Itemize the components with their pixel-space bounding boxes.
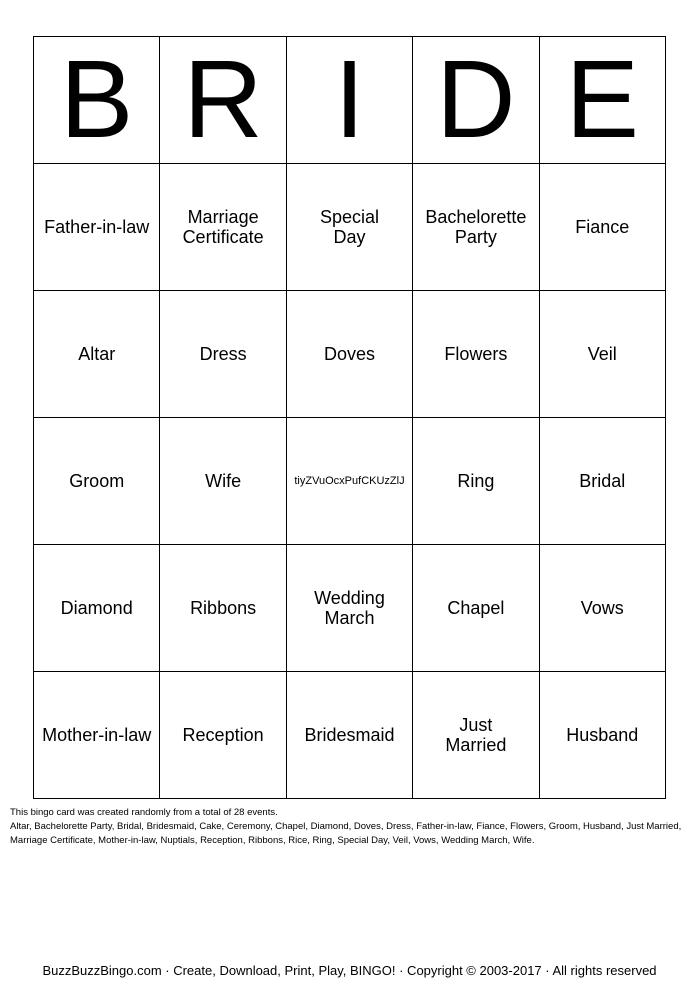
bingo-cell <box>539 545 665 672</box>
cell-text: Bridal <box>579 471 626 491</box>
cell-text: Flowers <box>444 344 508 364</box>
bingo-cell <box>160 418 286 545</box>
header-letter: B <box>34 37 160 164</box>
bingo-cell <box>160 291 286 418</box>
cell-text: Reception <box>182 725 264 745</box>
cell-text: Dress <box>199 344 247 364</box>
bingo-cell <box>539 164 665 291</box>
card-row <box>34 418 666 545</box>
bingo-cell <box>413 164 539 291</box>
bingo-cell <box>286 545 412 672</box>
cell-text: Doves <box>323 344 375 364</box>
bingo-cell <box>34 672 160 799</box>
bingo-cell <box>286 164 412 291</box>
note-word-list: Altar, Bachelorette Party, Bridal, Bridesmaid, Cake, Ceremony, Chapel, Diamond, Doves, Dress, Father-in-law, Fiance, Flowers, Groom, Husband, Just Married, <box>10 821 682 832</box>
bingo-cell <box>413 672 539 799</box>
cell-text: March <box>324 608 375 628</box>
bingo-cell <box>160 545 286 672</box>
cell-text: Father-in-law <box>44 217 150 237</box>
bingo-cell <box>34 545 160 672</box>
cell-text: Certificate <box>182 227 264 247</box>
bingo-cell <box>34 164 160 291</box>
bingo-cell <box>34 418 160 545</box>
cell-text: Wife <box>205 471 242 491</box>
cell-text: Diamond <box>60 598 133 618</box>
cell-text: Vows <box>580 598 624 618</box>
cell-text: Bridesmaid <box>304 725 395 745</box>
card-row <box>34 291 666 418</box>
bingo-cell <box>539 672 665 799</box>
note-summary: This bingo card was created randomly from a total of 28 events. <box>10 807 278 818</box>
note-word-list: Marriage Certificate, Mother-in-law, Nuptials, Reception, Ribbons, Rice, Ring, Special Day, Veil, Vows, Wedding March, Wife. <box>10 835 535 846</box>
bingo-cell <box>413 418 539 545</box>
bingo-cell <box>286 672 412 799</box>
header-row <box>34 37 666 164</box>
bingo-cell <box>539 291 665 418</box>
free-space-cell <box>286 418 412 545</box>
card-note <box>10 806 690 848</box>
cell-text: Marriage <box>187 207 259 227</box>
header-letter: D <box>413 37 539 164</box>
bingo-cell <box>160 672 286 799</box>
cell-text: Husband <box>566 725 639 745</box>
bingo-cell <box>286 291 412 418</box>
header-letter: R <box>160 37 286 164</box>
bingo-cell <box>34 291 160 418</box>
bingo-cell <box>413 291 539 418</box>
cell-text: Chapel <box>447 598 505 618</box>
bingo-card <box>33 36 666 799</box>
cell-text: Groom <box>69 471 125 491</box>
bingo-cell <box>413 545 539 672</box>
cell-text: Ring <box>457 471 495 491</box>
cell-text: Wedding <box>314 588 385 608</box>
cell-text: Just <box>459 715 493 735</box>
bingo-cell <box>160 164 286 291</box>
header-letter: I <box>286 37 412 164</box>
cell-text: Special <box>319 207 379 227</box>
cell-text: Veil <box>587 344 617 364</box>
cell-text: Married <box>445 735 507 755</box>
cell-text: Ribbons <box>190 598 257 618</box>
footer-copyright: BuzzBuzzBingo.com · Create, Download, Print, Play, BINGO! · Copyright © 2003-2017 · All rights reserved <box>42 963 657 978</box>
bingo-cell <box>539 418 665 545</box>
cell-text: Bachelorette <box>425 207 527 227</box>
card-row <box>34 672 666 799</box>
cell-text: Fiance <box>575 217 630 237</box>
cell-text: tiyZVuOcxPufCKUzZlJ <box>294 474 405 487</box>
cell-text: Altar <box>78 344 116 364</box>
cell-text: Day <box>333 227 366 247</box>
cell-text: Mother-in-law <box>42 725 152 745</box>
card-row <box>34 545 666 672</box>
header-letter: E <box>539 37 665 164</box>
card-row <box>34 164 666 291</box>
cell-text: Party <box>454 227 497 247</box>
